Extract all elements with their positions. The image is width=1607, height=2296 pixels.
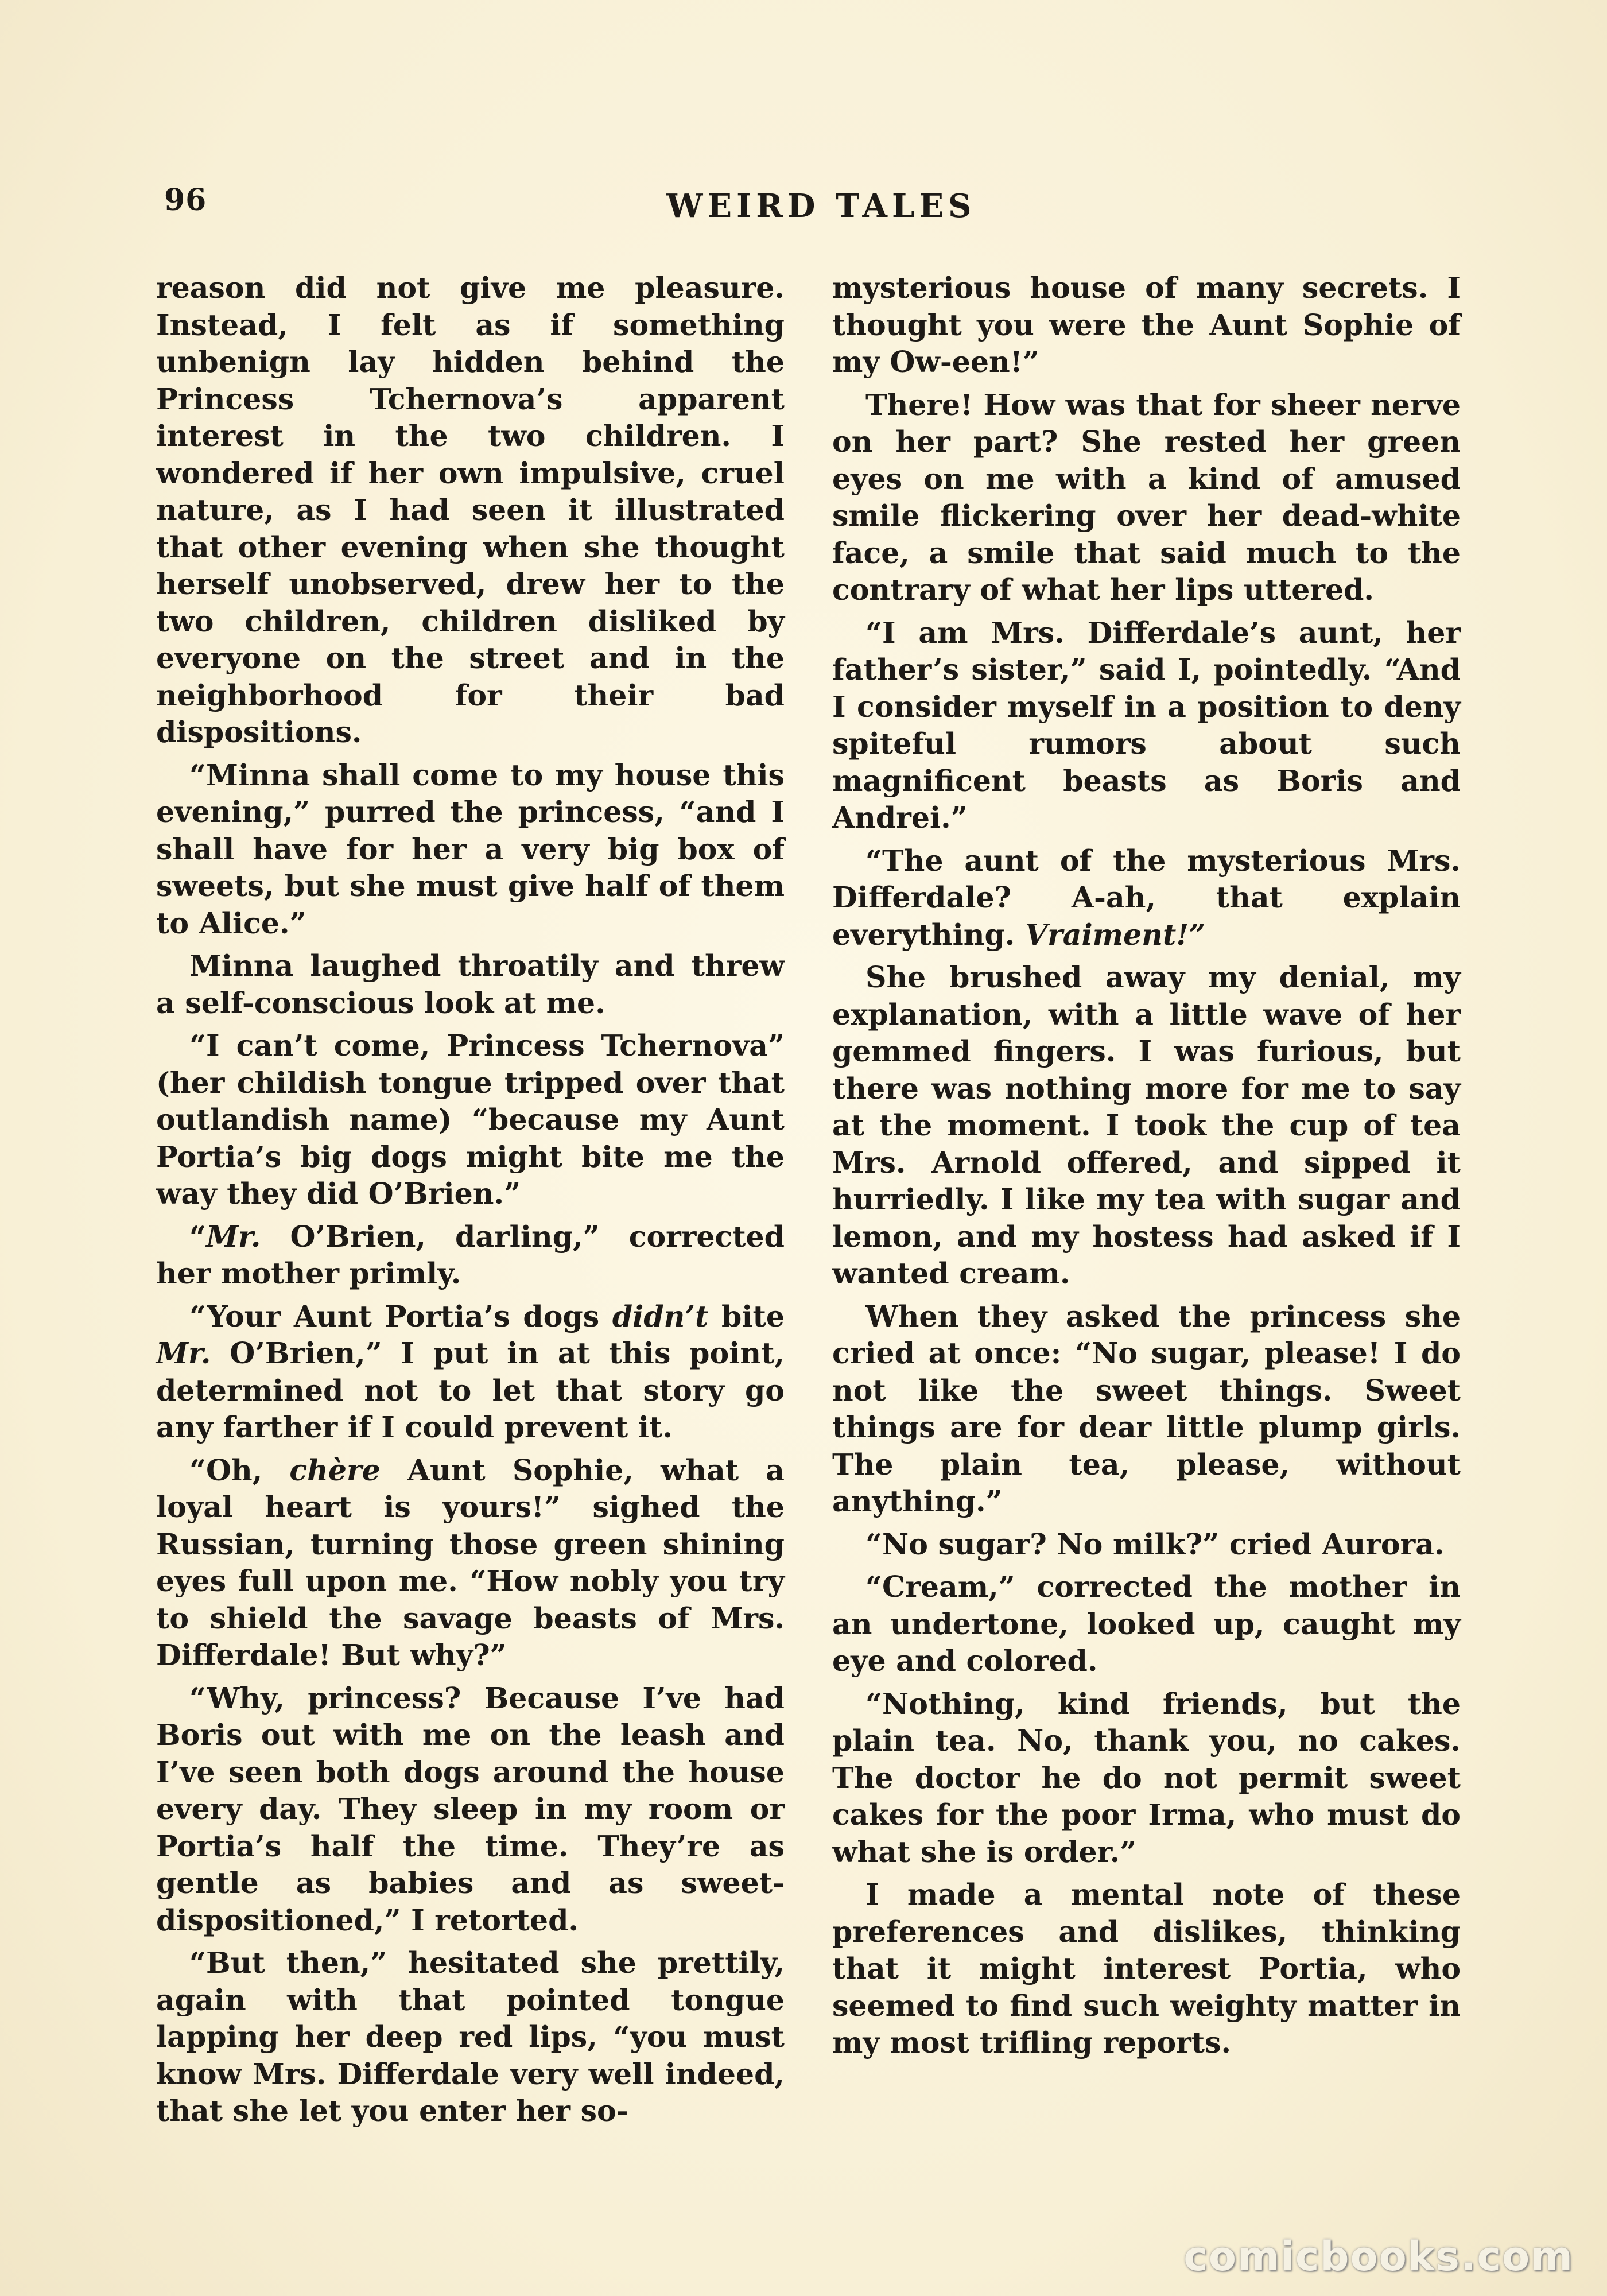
page-number: 96 [164, 183, 207, 218]
paragraph [156, 1027, 785, 1213]
paragraph-text: Aunt Sophie, what a loyal heart is yours!” sighed the Russian, turning those green shining eyes full upon me. “How nobly you try to shield the savage beasts of Mrs. Differdale! But why?” [156, 1453, 785, 1672]
paragraph-text: “No sugar? No milk?” cried Aurora. [865, 1527, 1445, 1561]
paragraph-text: bite [708, 1299, 785, 1333]
paragraph-text: “But then,” hesitated she prettily, again with that pointed tongue lapping her deep red lips, “you must know Mrs. Differdale very well indeed, that she let you enter her so- [156, 1946, 785, 2128]
paragraph [832, 959, 1461, 1293]
paragraph-text: “I am Mrs. Differdale’s aunt, her father’s sister,” said I, pointedly. “And I consider myself in a position to deny spiteful rumors about such magnificent beasts as Boris and Andrei.” [832, 615, 1461, 835]
italic-text: Mr. [206, 1219, 261, 1254]
paragraph-text: O’Brien, darling,” corrected her mother primly. [156, 1219, 785, 1290]
paragraph [156, 1945, 785, 2130]
paragraph [156, 1298, 785, 1446]
italic-text: Vraiment!” [1024, 917, 1206, 952]
paragraph-text: “I can’t come, Princess Tchernova” (her childish tongue tripped over that outlandish name) “because my Aunt Portia’s big dogs might bite me the way they did O’Brien.” [156, 1029, 785, 1211]
paragraph-text: reason did not give me pleasure. Instead, I felt as if something unbenign lay hidden behind the Princess Tchernova’s apparent interest in the two children. I wondered if her own impulsive, cruel nature, as I had seen it illustrated that other evening when she thought herself unobserved, drew her to the two children, children disliked by everyone on the street and in the neighborhood for their bad dispositions. [156, 271, 785, 749]
paragraph [156, 1452, 785, 1674]
paragraph-text: She brushed away my denial, my explanation, with a little wave of her gemmed fingers. I was furious, but there was nothing more for me to say at the moment. I took the cup of tea Mrs. Arnold offered, and sipped it hurriedly. I like my tea with sugar and lemon, and my hostess had asked if I wanted cream. [832, 960, 1461, 1290]
paragraph-text: “Oh, [189, 1453, 290, 1487]
italic-text: didn’t [612, 1299, 709, 1333]
page-header [164, 183, 1478, 228]
paragraph [832, 615, 1461, 837]
paragraph-text: O’Brien,” I put in at this point, determined not to let that story go any farther if I could prevent it. [156, 1336, 785, 1444]
italic-text: Mr. [156, 1336, 211, 1370]
paragraph [832, 387, 1461, 609]
paragraph [156, 270, 785, 751]
text-column-right [832, 270, 1461, 2068]
paragraph [156, 757, 785, 943]
paragraph-text: mysterious house of many secrets. I thought you were the Aunt Sophie of my Ow-een!” [832, 271, 1461, 379]
paragraph-text: Minna laughed throatily and threw a self-conscious look at me. [156, 949, 785, 1020]
paragraph-text: “Why, princess? Because I’ve had Boris out with me on the leash and I’ve seen both dogs around the house every day. They sleep in my room or Portia’s half the time. They’re as gentle as babies and as sweet-dispositioned,” I retorted. [156, 1681, 785, 1937]
paragraph [832, 1569, 1461, 1680]
paragraph-text: I made a mental note of these preferences and dislikes, thinking that it might interest Portia, who seemed to find such weighty matter in my most trifling reports. [832, 1878, 1461, 2060]
paragraph [156, 1219, 785, 1293]
paragraph [832, 1298, 1461, 1521]
paragraph-text: “Your Aunt Portia’s dogs [189, 1299, 612, 1333]
italic-text: chère [289, 1453, 381, 1487]
paragraph-text: “Nothing, kind friends, but the plain tea. No, thank you, no cakes. The doctor he do not permit sweet cakes for the poor Irma, who must do what she is order.” [832, 1686, 1461, 1869]
paragraph-text: “Minna shall come to my house this evening,” purred the princess, “and I shall have for her a very big box of sweets, but she must give half of them to Alice.” [156, 758, 785, 940]
paragraph-text: “Cream,” corrected the mother in an undertone, looked up, caught my eye and colored. [832, 1570, 1461, 1678]
paragraph-text: “The aunt of the mysterious Mrs. Differdale? A-ah, that explain everything. [832, 843, 1461, 952]
paragraph [832, 1526, 1461, 1564]
paragraph [832, 270, 1461, 381]
text-column-left [156, 270, 785, 2136]
paragraph-text: There! How was that for sheer nerve on her part? She rested her green eyes on me with a kind of amused smile flickering over her dead-white face, a smile that said much to the contrary of what her lips uttered. [832, 387, 1461, 607]
paragraph [832, 1876, 1461, 2062]
watermark: comicbooks.com [1183, 2233, 1574, 2280]
paragraph-text: “ [189, 1219, 207, 1254]
running-title: WEIRD TALES [666, 187, 976, 225]
paragraph [832, 843, 1461, 954]
paragraph [156, 1680, 785, 1940]
paragraph [832, 1686, 1461, 1871]
paragraph [156, 948, 785, 1022]
paragraph-text: When they asked the princess she cried at once: “No sugar, please! I do not like the sweet things. Sweet things are for dear little plump girls. The plain tea, please, without anything.” [832, 1299, 1461, 1518]
